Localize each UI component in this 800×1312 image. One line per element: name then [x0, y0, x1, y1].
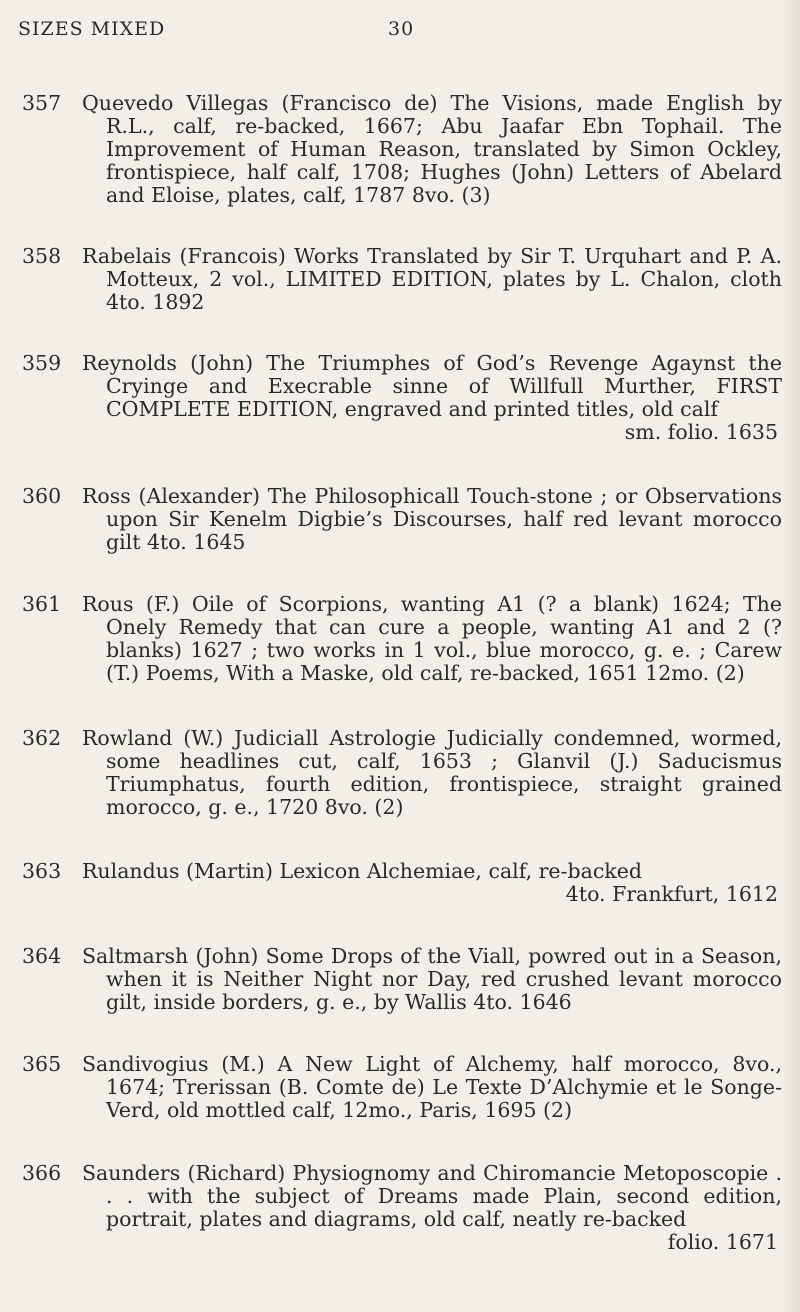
entry-text: Rowland (W.) Judiciall Astrologie Judicially condemned, wormed, some headlines cut, calf, 1653 ; Glanvil (J.) Saducismus Triumphatus, fourth edition, frontispiece, straight grained morocco, g. e., 1720 8vo. (2) [82, 726, 782, 819]
running-head [18, 18, 782, 44]
entry-text: Rulandus (Martin) Lexicon Alchemiae, calf, re-backed [82, 859, 642, 883]
entry-text: Ross (Alexander) The Philosophicall Touch-stone ; or Observations upon Sir Kenelm Digbie’s Discourses, half red levant morocco gilt 4to. 1645 [82, 484, 782, 554]
lot-number: 359 [22, 351, 62, 375]
lot-number: 364 [22, 944, 62, 968]
entry-text: Rous (F.) Oile of Scorpions, wanting A1 (? a blank) 1624; The Onely Remedy that can cure a people, wanting A1 and 2 (? blanks) 1627 ; two works in 1 vol., blue morocco, g. e. ; Carew (T.) Poems, With a Maske, old calf, re-backed, 1651 12mo. (2) [82, 592, 782, 685]
catalogue-entry [22, 92, 782, 207]
entry-text: Rabelais (Francois) Works Translated by Sir T. Urquhart and P. A. Motteux, 2 vol., LIMITED EDITION, plates by L. Chalon, cloth 4to. 1892 [82, 244, 782, 314]
catalogue-entry [22, 593, 782, 685]
entry-text: Saltmarsh (John) Some Drops of the Viall, powred out in a Season, when it is Neither Night nor Day, red crushed levant morocco gilt, inside borders, g. e., by Wallis 4to. 1646 [82, 944, 782, 1014]
lot-number: 358 [22, 244, 62, 268]
entry-text: Reynolds (John) The Triumphes of God’s Revenge Agaynst the Cryinge and Execrable sinne of Willfull Murther, FIRST COMPLETE EDITION, engraved and printed titles, old calf [82, 351, 782, 421]
entry-text: Saunders (Richard) Physiognomy and Chiromancie Metoposcopie . . . with the subject of Dreams made Plain, second edition, portrait, plates and diagrams, old calf, neatly re-backed [82, 1161, 782, 1231]
catalogue-entry [22, 1162, 782, 1254]
catalogue-entry [22, 727, 782, 819]
lot-number: 357 [22, 91, 62, 115]
lot-number: 360 [22, 484, 62, 508]
lot-number: 361 [22, 592, 62, 616]
lot-number: 365 [22, 1052, 62, 1076]
entry-format-date: folio. 1671 [667, 1230, 778, 1254]
entry-format-date: sm. folio. 1635 [624, 420, 778, 444]
entry-text: Quevedo Villegas (Francisco de) The Visions, made English by R.L., calf, re-backed, 1667; Abu Jaafar Ebn Tophail. The Improvement of Human Reason, translated by Simon Ockley, frontispiece, half calf, 1708; Hughes (John) Letters of Abelard and Eloise, plates, calf, 1787 8vo. (3) [82, 91, 782, 207]
lot-number: 363 [22, 859, 62, 883]
running-head-title: SIZES MIXED [18, 18, 166, 40]
lot-number: 362 [22, 726, 62, 750]
page-edge-shadow [782, 0, 800, 1312]
catalogue-entry [22, 245, 782, 314]
lot-number: 366 [22, 1161, 62, 1185]
page-number: 30 [388, 18, 415, 40]
catalogue-entry [22, 485, 782, 554]
entry-format-date: 4to. Frankfurt, 1612 [565, 882, 778, 906]
catalogue-entry [22, 945, 782, 1014]
catalogue-entry [22, 352, 782, 444]
catalogue-entry [22, 1053, 782, 1122]
catalogue-entry [22, 860, 782, 906]
entry-text: Sandivogius (M.) A New Light of Alchemy, half morocco, 8vo., 1674; Trerissan (B. Comte de) Le Texte D’Alchymie et le Songe-Verd, old mottled calf, 12mo., Paris, 1695 (2) [82, 1052, 782, 1122]
